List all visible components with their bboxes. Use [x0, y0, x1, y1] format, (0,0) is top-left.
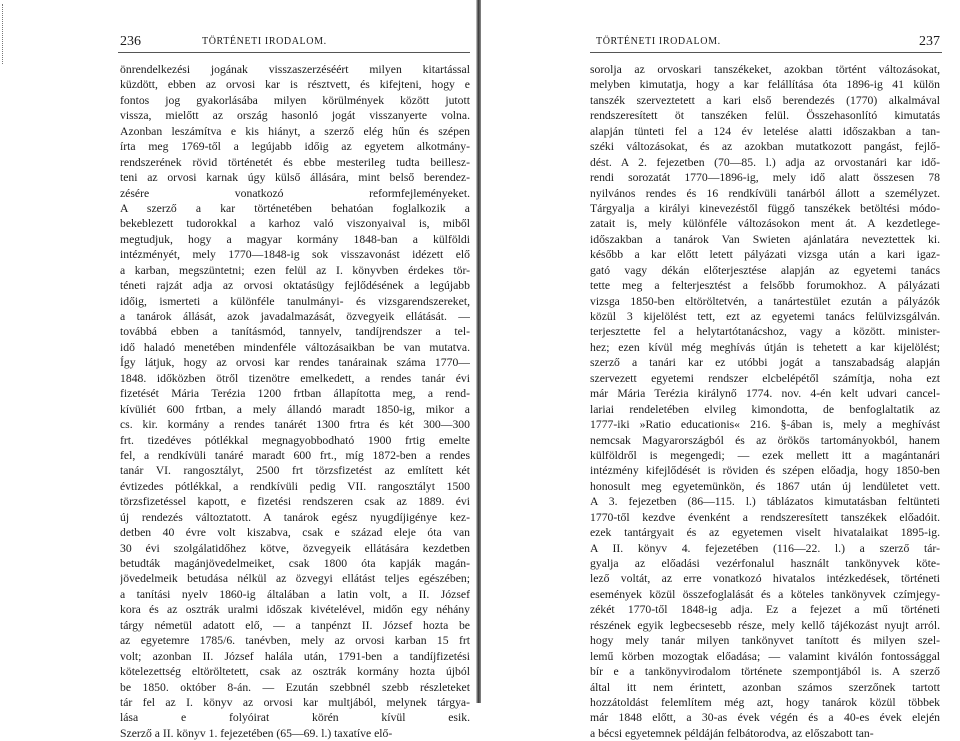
text-line: idő haladó menetében mindenféle változásaikban be van mutatva. [120, 340, 470, 354]
right-page [480, 0, 960, 740]
text-line: tanszék szervеztetett a kari első berendezés (1770) alkalmával [590, 93, 940, 107]
text-line: a tanítási nyelv 1860-ig általában a latin volt, a II. József [120, 587, 470, 601]
right-text-column [590, 62, 940, 741]
text-line: Tárgyalja a királyi kinevezéstől függő tanszékek betöltési módo- [590, 201, 940, 215]
text-line: gató vagy dékán előterjesztése alapján az egyetemi tanács [590, 263, 940, 277]
text-line: írta meg 1769-től a legújabb időig az egyetem alkotmány- [120, 140, 470, 154]
text-line: tette meg a felterjesztést a felsőbb forumokhoz. A pályázati [590, 279, 940, 293]
text-line: detben 40 évre volt kiszabva, csak e század eleje óta van [120, 526, 470, 540]
text-line: vizsga 1850-ben eltöröltetvén, a tanártestület ezután a pályázók [590, 294, 940, 308]
text-line: tárgy németül adatott elő, — a tanpénzt II. József hozta be [120, 618, 470, 632]
text-line: melyben kimutatja, hogy a kar felállítása óta 1896-ig 41 külön [590, 78, 940, 92]
text-line: széki változásokat, és az azokban mutatkozott pangást, fejlő- [590, 140, 940, 154]
text-line: Így látjuk, hogy az orvosi kar rendes tanárainak száma 1770— [120, 356, 470, 370]
text-line: által itt nem érintett, azonban számos szerzőnek tartott [590, 680, 940, 694]
text-line: időszakban a tanárok Van Swieten ajánlatára neveztettek ki. [590, 232, 940, 246]
text-line: Azonban leszámítva e kis hiányt, a szerző elég hűn és szépen [120, 124, 470, 138]
running-title: TÖRTÉNETI IRODALOM. [596, 36, 721, 47]
text-line: évtizedes pótlékkal, a rendkívüli pedig VII. rangosztályt 1500 [120, 479, 470, 493]
text-line: rendi sorozatát 1770—1896-ig, mely idő alatt összesen 78 [590, 171, 940, 185]
text-line: jövedelmeik betudása nélkül az özvegyi ellátást teljes egészében; [120, 572, 470, 586]
text-line: 1770-től kezdve évenként a rendszeresített tanszékek előadóit. [590, 510, 940, 524]
text-line: Szerző a II. könyv 1. fejezetében (65—69. l.) taxatíve elő- [120, 726, 393, 740]
text-line: külföldről is megengedi; — ezek mellett itt a magántanári [590, 448, 940, 462]
text-line: teni az orvosi karnak úgy külső állására, mint belső berendez- [120, 171, 470, 185]
left-text-column [120, 62, 470, 741]
text-line: dést. A 2. fejezetben (70—85. l.) adja az orvostanári kar idő- [590, 155, 940, 169]
text-line: cs. kir. kormány a rendes tanárét 1300 frtra és két 300—300 [120, 418, 470, 432]
text-line: 1777-iki »Ratio educationis« 216. §-ában is, mely a meghívást [590, 418, 940, 432]
text-line: 1848. időközben ötről tizenötre emelkedett, a rendes tanár évi [120, 371, 470, 385]
text-line: 30 évi szolgálatidőhez kötve, özvegyeik ellátására kezdetben [120, 541, 470, 555]
text-line: téneti rajzát adja az orvosi oktatásügy fejlődésének a legújabb [120, 279, 470, 293]
text-line: betudták magánjövedelmeiket, csak 1800 óta kapják magán- [120, 557, 470, 570]
text-line: lariai rendeletében elvileg kimondotta, de benfoglaltatik az [590, 402, 940, 416]
text-line: kötelezettség eltöröltetett, csak az osztrák kormány hozta újból [120, 665, 470, 679]
text-line: hogy mely tanár milyen tankönyvet tanított és milyen szel- [590, 634, 940, 648]
left-page-header [120, 34, 466, 50]
text-line: hozzátoldást felemlítem még azt, hogy tanárok közül többek [590, 695, 940, 709]
text-line: tár fel az I. könyv az orvosi kar multjából, melynek tárgya- [120, 695, 470, 709]
text-line: már Mária Terézia királynő 1774. nov. 4-én kelt udvari cancel- [590, 387, 940, 401]
text-line: frt. tizedéves pótlékkal megnagyobbodható 1900 frtig emelte [120, 433, 470, 447]
text-line: lemű körben mozogtak előadása; — valamint kiválón fontossággal [590, 649, 940, 663]
text-line: fel, a rendkívüli tanáré maradt 600 frt., míg 1872-ben a rendes [120, 448, 470, 462]
text-line: a bécsi egyetemnek példáján felbátorodva, az előszabott tan- [590, 726, 874, 740]
text-line: kívüliét 600 frtban, a mely állandó maradt 1850-ig, mikor a [120, 402, 470, 416]
text-line: az egyetemre 1785/6. tanévben, mely az orvosi karban 15 frt [120, 634, 470, 648]
text-line: események közül összefoglalását és a köteles tankönyvek czímjegy- [590, 587, 940, 601]
text-line: már 1848 előtt, a 30-as évek végén és a 40-es évek elején [590, 711, 940, 725]
page-number: 236 [120, 34, 141, 49]
text-line: szervezett egyetemi rendszer elcbelépétől számítja, noha ezt [590, 371, 940, 385]
text-line: zatait is, mely különféle változásokon ment át. A kezdetlege- [590, 217, 940, 231]
text-line: zékét 1770-től 1848-ig adja. Ez a fejezet a mű történeti [590, 603, 940, 617]
text-line: kora és az osztrák uralmi időszak kivételével, midőn egy néhány [120, 603, 470, 617]
text-line: fontos jog gyakorlásába milyen körülmények között jutott [120, 93, 470, 107]
text-line: A szerző a kar történetében behatóan foglalkozik a [120, 201, 470, 215]
text-line: törzsfizetéssel kapott, e fizetési rendszeren csak az 1889. évi [120, 495, 470, 509]
text-line: be 1850. október 8-án. — Ezután szebbnél szebb részleteket [120, 680, 470, 694]
text-line: terjesztette fel a helytartótanácshoz, vagy a között. minister- [590, 325, 940, 339]
left-page [0, 0, 480, 740]
text-line: nyilvános rendes és 16 rendkívüli tanárból állott a személyzet. [590, 186, 940, 200]
text-line: zésére vonatkozó reformfejleményeket. [120, 186, 470, 200]
running-title: TÖRTÉNETI IRODALOM. [202, 36, 327, 47]
right-page-header [596, 34, 940, 50]
text-line: közül 3 kijelölést tett, ezt az egyetemi tanács felülvizsgálván. [590, 310, 940, 323]
text-line: rendszeresített öt tanszéken felül. Összehasonlító kimutatás [590, 109, 940, 123]
header-rule [118, 52, 470, 53]
text-line: volt; azonban II. József halála után, 1791-ben a tandíjfizetési [120, 649, 470, 663]
text-line: sorolja az orvoskari tanszékeket, azokban történt változásokat, [590, 63, 940, 76]
text-line: önrendelkezési jogának visszaszerzéséért milyen kitartással [120, 63, 470, 76]
text-line: vissza, mielőtt az ország hasonló jogát visszanyerte volna. [120, 109, 470, 123]
text-line: küzdött, ebben az orvosi kar is résztvett, és kifejteni, hogy e [120, 78, 470, 92]
text-line: később a kar előtt letett pályázati vizsga után a kari igaz- [590, 248, 940, 262]
page-number: 237 [919, 34, 940, 49]
text-line: intézményét, mely 1770—1848-ig sok visszavonást idézett elő [120, 248, 470, 262]
text-line: bekeblezett tudorokkal a karhoz való viszonyaival is, miből [120, 217, 470, 231]
text-line: időig, ismerteti a különféle tanulmányi- és vizsgarendszereket, [120, 294, 470, 308]
text-line: intézmény kifejlődését is röviden és szépen előadja, hogy 1850-ben [590, 464, 940, 478]
text-line: lása e folyóirat körén kívül esik. [120, 711, 470, 725]
text-line: honosult meg egyetemünkön, és 1867 után új lendületet vett. [590, 479, 940, 493]
text-line: fizetését Mária Terézia 1200 frtban állapította meg, a rend- [120, 387, 470, 401]
text-line: továbbá ebben a tanításmód, tannyelv, tandíjrendszer a tel- [120, 325, 470, 339]
text-line: a karban, megszüntetni; ezen felül az I. könyvben érdekes tör- [120, 263, 470, 277]
text-line: A II. könyv 4. fejezetében (116—22. l.) a szerző tár- [590, 541, 940, 555]
text-line: rendszerének rövid történetét és ebbe mesterileg tudta beillesz- [120, 155, 470, 169]
text-line: részének egyik legbecsesebb része, mely kellő tájékozást nyujt arról. [590, 618, 940, 632]
text-line: alapján tünteti fel a 124 év letelése alatti időszakban a tan- [590, 124, 940, 138]
text-line: nemcsak Magyarországból és az örökös tartományokból, hanem [590, 433, 940, 447]
text-line: megtudjuk, hogy a magyar kormány 1848-ban a külföldi [120, 232, 470, 246]
text-line: a tanárok állását, azok javadalmazását, özvegyeik ellátását. — [120, 310, 470, 323]
text-line: gyalja az előadási vezérfonalul használt tankönyvek köte- [590, 557, 940, 570]
text-line: ezek tantárgyait és az egyetemen viselt hivatalaikat 1895-ig. [590, 526, 940, 540]
text-line: tanár VI. rangosztályt, 2500 frt törzsfizetést az említett két [120, 464, 470, 478]
text-line: A 3. fejezetben (86—115. l.) táblázatos kimutatásban feltünteti [590, 495, 940, 509]
text-line: bír e a tankönyvirodalom története szempontjából is. A szerző [590, 665, 940, 679]
header-rule [590, 52, 942, 53]
text-line: új rendezés változtatott. A tanárok egész nyugdíjigénye kez- [120, 510, 470, 524]
text-line: szerző a tanári kar ez utóbbi jogát a tanszabadság alapján [590, 356, 940, 370]
text-line: hez; ezen kívül még meghívás útján is tehetett a kar kijelölést; [590, 340, 940, 354]
text-line: lező voltát, az erre vonatkozó hivatalos intézkedések, történeti [590, 572, 940, 586]
